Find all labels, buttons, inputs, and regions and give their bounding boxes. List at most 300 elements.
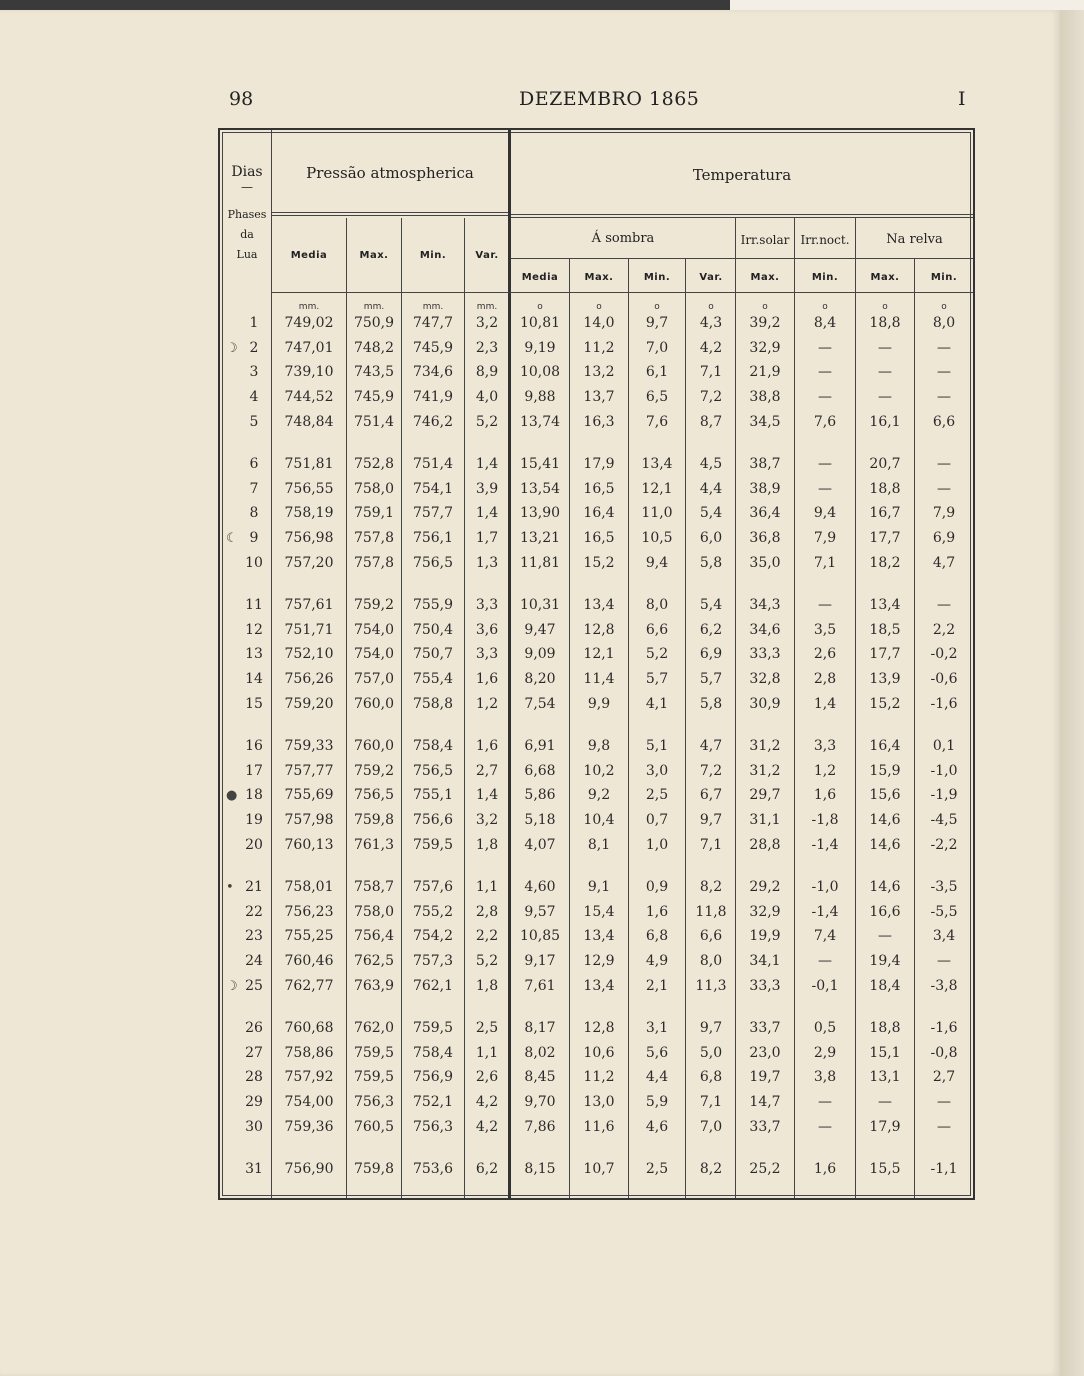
table-cell: 3,5 — [813, 621, 837, 638]
table-cell: 12,1 — [641, 480, 673, 497]
table-cell: -0,6 — [930, 671, 958, 688]
table-cell: 4,0 — [475, 389, 499, 406]
day-number: 26 — [245, 1020, 263, 1036]
table-cell: 758,86 — [284, 1044, 334, 1061]
table-cell: 1,4 — [475, 505, 499, 522]
table-cell: 12,8 — [583, 621, 615, 638]
table-cell: — — [818, 389, 832, 406]
table-cell: 4,4 — [699, 480, 723, 497]
subheader-pressao-var: Var. — [475, 250, 499, 261]
table-cell: — — [878, 928, 892, 945]
col-rule — [508, 130, 511, 1198]
subheader-sombra-media: Media — [521, 272, 559, 283]
table-cell: 35,0 — [749, 554, 781, 571]
table-cell: 38,7 — [749, 456, 781, 472]
table-cell: 758,7 — [353, 879, 395, 895]
table-cell: 6,7 — [699, 787, 723, 804]
table-cell: 745,9 — [353, 389, 395, 406]
table-cell: 31,2 — [749, 762, 781, 779]
table-cell: 7,9 — [932, 505, 956, 522]
table-cell: 758,4 — [412, 738, 454, 754]
table-cell: — — [818, 456, 832, 472]
table-cell: 759,5 — [353, 1069, 395, 1086]
table-cell: 7,1 — [813, 554, 837, 571]
table-cell: 15,5 — [869, 1161, 901, 1177]
table-cell: 1,4 — [475, 787, 499, 804]
table-cell: 758,01 — [284, 879, 334, 895]
table-cell: 759,5 — [412, 1020, 454, 1036]
table-cell: 757,20 — [284, 554, 334, 571]
table-cell: 758,4 — [412, 1044, 454, 1061]
table-cell: 9,2 — [587, 787, 611, 804]
table-cell: 756,4 — [353, 928, 395, 945]
table-cell: 7,2 — [699, 762, 723, 779]
table-cell: 4,3 — [699, 315, 723, 331]
header-rule — [511, 214, 973, 218]
table-cell: 757,0 — [353, 671, 395, 688]
table-cell: 17,7 — [869, 646, 901, 663]
table-cell: 2,1 — [645, 977, 669, 994]
table-cell: 734,6 — [412, 364, 454, 381]
table-cell: 762,5 — [353, 953, 395, 970]
table-cell: 759,36 — [284, 1118, 334, 1135]
table-cell: 755,9 — [412, 597, 454, 613]
table-cell: 3,3 — [475, 597, 499, 613]
table-cell: 9,17 — [524, 953, 556, 970]
table-cell: — — [878, 1094, 892, 1111]
table-cell: 8,9 — [475, 364, 499, 381]
subheader-irr-solar-max: Max. — [750, 272, 780, 283]
table-cell: 21,9 — [749, 364, 781, 381]
table-cell: 32,9 — [749, 339, 781, 356]
subheader-relva-min: Min. — [930, 272, 958, 283]
table-cell: 11,3 — [695, 977, 727, 994]
table-cell: 30,9 — [749, 695, 781, 712]
table-cell: 757,98 — [284, 812, 334, 829]
table-cell: 0,1 — [932, 738, 956, 754]
table-cell: 748,84 — [284, 413, 334, 430]
table-cell: 6,91 — [524, 738, 556, 754]
day-number: 7 — [249, 480, 259, 497]
table-cell: 756,1 — [412, 530, 454, 547]
header-phases: Phases — [227, 208, 267, 221]
table-cell: — — [937, 1118, 951, 1135]
table-cell: 3,2 — [475, 315, 499, 331]
table-cell: 758,19 — [284, 505, 334, 522]
day-number: 14 — [245, 671, 263, 688]
table-cell: 5,4 — [699, 597, 723, 613]
table-cell: 4,07 — [524, 836, 556, 853]
day-number: 5 — [249, 413, 259, 430]
table-cell: 6,2 — [475, 1161, 499, 1177]
table-cell: 8,7 — [699, 413, 723, 430]
table-cell: -3,5 — [930, 879, 958, 895]
table-cell: 759,2 — [353, 762, 395, 779]
day-number: 31 — [245, 1161, 263, 1177]
table-cell: -1,4 — [811, 836, 839, 853]
table-cell: 757,7 — [412, 505, 454, 522]
table-cell: 9,4 — [813, 505, 837, 522]
table-cell: 4,1 — [645, 695, 669, 712]
page-number: 98 — [229, 88, 254, 110]
table-cell: 2,6 — [475, 1069, 499, 1086]
table-cell: 4,60 — [524, 879, 556, 895]
table-cell: 10,31 — [519, 597, 561, 613]
table-cell: 8,02 — [524, 1044, 556, 1061]
table-cell: -1,4 — [811, 903, 839, 920]
table-cell: 18,8 — [869, 315, 901, 331]
table-cell: 6,5 — [645, 389, 669, 406]
day-number: 4 — [249, 389, 259, 406]
table-cell: 16,3 — [583, 413, 615, 430]
day-number: 29 — [245, 1094, 263, 1111]
table-cell: -4,5 — [930, 812, 958, 829]
table-cell: 1,2 — [475, 695, 499, 712]
table-cell: 11,81 — [519, 554, 561, 571]
table-cell: 755,1 — [412, 787, 454, 804]
unit-label: o — [596, 302, 602, 312]
table-cell: 758,0 — [353, 903, 395, 920]
table-cell: 36,8 — [749, 530, 781, 547]
unit-label: o — [537, 302, 543, 312]
table-cell: 759,5 — [412, 836, 454, 853]
header-temperatura: Temperatura — [692, 166, 792, 184]
table-cell: 7,1 — [699, 364, 723, 381]
table-cell: 5,86 — [524, 787, 556, 804]
table-cell: 7,1 — [699, 1094, 723, 1111]
table-cell: 29,2 — [749, 879, 781, 895]
table-cell: 19,9 — [749, 928, 781, 945]
table-cell: 0,9 — [645, 879, 669, 895]
table-cell: 756,23 — [284, 903, 334, 920]
table-cell: 5,2 — [645, 646, 669, 663]
table-cell: 2,5 — [645, 1161, 669, 1177]
table-cell: — — [818, 1118, 832, 1135]
table-cell: 14,6 — [869, 836, 901, 853]
table-cell: 34,1 — [749, 953, 781, 970]
table-cell: 0,5 — [813, 1020, 837, 1036]
table-cell: 743,5 — [353, 364, 395, 381]
day-number: 25 — [245, 977, 263, 994]
day-number: 28 — [245, 1069, 263, 1086]
table-cell: 17,9 — [583, 456, 615, 472]
table-cell: 760,5 — [353, 1118, 395, 1135]
table-cell: 6,6 — [932, 413, 956, 430]
table-cell: 749,02 — [284, 315, 334, 331]
unit-label: o — [822, 302, 828, 312]
table-cell: 1,0 — [645, 836, 669, 853]
table-cell: 752,8 — [353, 456, 395, 472]
table-cell: 10,85 — [519, 928, 561, 945]
table-cell: 9,9 — [587, 695, 611, 712]
table-cell: 11,0 — [641, 505, 673, 522]
table-cell: 13,4 — [583, 977, 615, 994]
header-irr-noct: Irr.noct. — [800, 233, 850, 247]
day-number: 11 — [245, 597, 263, 613]
table-cell: 7,9 — [813, 530, 837, 547]
table-cell: 12,1 — [583, 646, 615, 663]
table-cell: 6,8 — [699, 1069, 723, 1086]
table-cell: 747,01 — [284, 339, 334, 356]
table-cell: 758,8 — [412, 695, 454, 712]
header-rule — [272, 212, 508, 216]
subheader-pressao-max: Max. — [359, 250, 389, 261]
header-irr-solar: Irr.solar — [740, 233, 790, 247]
table-cell: 13,21 — [519, 530, 561, 547]
table-cell: 34,5 — [749, 413, 781, 430]
day-number: 8 — [249, 505, 259, 522]
table-cell: 756,5 — [412, 762, 454, 779]
table-cell: 16,6 — [869, 903, 901, 920]
table-cell: 2,7 — [932, 1069, 956, 1086]
table-cell: 760,68 — [284, 1020, 334, 1036]
table-cell: 6,9 — [699, 646, 723, 663]
table-cell: 25,2 — [749, 1161, 781, 1177]
table-cell: 9,47 — [524, 621, 556, 638]
table-cell: 752,10 — [284, 646, 334, 663]
table-cell: 8,15 — [524, 1161, 556, 1177]
table-cell: 15,2 — [583, 554, 615, 571]
table-cell: 12,8 — [583, 1020, 615, 1036]
table-cell: 1,4 — [813, 695, 837, 712]
table-cell: 759,8 — [353, 812, 395, 829]
table-cell: 7,6 — [813, 413, 837, 430]
unit-label: mm. — [298, 302, 320, 312]
table-cell: 3,2 — [475, 812, 499, 829]
table-cell: 3,3 — [475, 646, 499, 663]
table-cell: 751,4 — [353, 413, 395, 430]
table-cell: 8,4 — [813, 315, 837, 331]
moon-phase-icon: • — [226, 880, 234, 895]
table-cell: 10,6 — [583, 1044, 615, 1061]
table-cell: 13,7 — [583, 389, 615, 406]
table-cell: 1,6 — [813, 787, 837, 804]
table-cell: 3,9 — [475, 480, 499, 497]
table-cell: 1,2 — [813, 762, 837, 779]
table-cell: 5,6 — [645, 1044, 669, 1061]
table-cell: 747,7 — [412, 315, 454, 331]
table-cell: -2,2 — [930, 836, 958, 853]
unit-label: mm. — [476, 302, 498, 312]
subheader-pressao-media: Media — [290, 250, 328, 261]
table-cell: 8,1 — [587, 836, 611, 853]
table-cell: 11,6 — [583, 1118, 615, 1135]
table-cell: 34,6 — [749, 621, 781, 638]
table-cell: — — [878, 339, 892, 356]
table-cell: 754,1 — [412, 480, 454, 497]
table-cell: 7,61 — [524, 977, 556, 994]
table-cell: 8,0 — [645, 597, 669, 613]
table-cell: 6,8 — [645, 928, 669, 945]
page-title: DEZEMBRO 1865 — [519, 88, 700, 110]
unit-label: o — [762, 302, 768, 312]
table-cell: 757,61 — [284, 597, 334, 613]
table-cell: — — [818, 364, 832, 381]
table-cell: 3,1 — [645, 1020, 669, 1036]
table-cell: 38,8 — [749, 389, 781, 406]
table-cell: -3,8 — [930, 977, 958, 994]
table-cell: 5,2 — [475, 953, 499, 970]
table-cell: 12,9 — [583, 953, 615, 970]
table-cell: 6,0 — [699, 530, 723, 547]
table-cell: 758,0 — [353, 480, 395, 497]
page-edge — [1060, 10, 1084, 1376]
table-cell: 750,4 — [412, 621, 454, 638]
table-cell: 750,7 — [412, 646, 454, 663]
table-cell: -0,1 — [811, 977, 839, 994]
header-sombra: Á sombra — [591, 231, 655, 246]
table-cell: — — [937, 1094, 951, 1111]
day-number: 6 — [249, 456, 259, 472]
table-cell: 5,7 — [699, 671, 723, 688]
table-cell: 11,2 — [583, 339, 615, 356]
table-cell: 31,1 — [749, 812, 781, 829]
table-cell: 16,4 — [869, 738, 901, 754]
table-cell: 756,98 — [284, 530, 334, 547]
header-rule — [511, 258, 973, 259]
table-cell: 15,1 — [869, 1044, 901, 1061]
table-cell: 739,10 — [284, 364, 334, 381]
table-cell: 17,9 — [869, 1118, 901, 1135]
subheader-pressao-min: Min. — [419, 250, 447, 261]
subheader-sombra-min: Min. — [643, 272, 671, 283]
subheader-sombra-max: Max. — [584, 272, 614, 283]
table-cell: 16,4 — [583, 505, 615, 522]
table-cell: 19,4 — [869, 953, 901, 970]
col-rule — [271, 130, 272, 1198]
table-cell: 750,9 — [353, 315, 395, 331]
table-cell: 746,2 — [412, 413, 454, 430]
day-number: 16 — [245, 738, 263, 754]
table-cell: 1,8 — [475, 836, 499, 853]
day-number: 23 — [245, 928, 263, 945]
day-number: 15 — [245, 695, 263, 712]
day-number: 10 — [245, 554, 263, 571]
table-cell: — — [878, 364, 892, 381]
table-cell: 5,8 — [699, 554, 723, 571]
table-cell: 20,7 — [869, 456, 901, 472]
table-cell: 2,8 — [813, 671, 837, 688]
table-cell: 741,9 — [412, 389, 454, 406]
table-cell: 9,09 — [524, 646, 556, 663]
table-cell: 760,13 — [284, 836, 334, 853]
table-cell: 4,2 — [475, 1094, 499, 1111]
day-number: 20 — [245, 836, 263, 853]
table-cell: 18,4 — [869, 977, 901, 994]
table-cell: 7,6 — [645, 413, 669, 430]
table-cell: 5,4 — [699, 505, 723, 522]
table-cell: 33,3 — [749, 977, 781, 994]
table-cell: 760,0 — [353, 695, 395, 712]
day-number: 19 — [245, 812, 263, 829]
table-cell: 748,2 — [353, 339, 395, 356]
day-number: 24 — [245, 953, 263, 970]
table-cell: 10,5 — [641, 530, 673, 547]
unit-label: o — [941, 302, 947, 312]
table-cell: 7,0 — [645, 339, 669, 356]
table-cell: 14,0 — [583, 315, 615, 331]
table-cell: -1,0 — [811, 879, 839, 895]
table-cell: 7,86 — [524, 1118, 556, 1135]
table-cell: 751,4 — [412, 456, 454, 472]
table-cell: 4,4 — [645, 1069, 669, 1086]
table-cell: 759,20 — [284, 695, 334, 712]
table-cell: 759,2 — [353, 597, 395, 613]
table-cell: — — [937, 339, 951, 356]
table-cell: 756,5 — [353, 787, 395, 804]
table-cell: 10,7 — [583, 1161, 615, 1177]
table-cell: 9,7 — [699, 812, 723, 829]
table-cell: 3,0 — [645, 762, 669, 779]
table-cell: 755,2 — [412, 903, 454, 920]
table-cell: 756,6 — [412, 812, 454, 829]
table-cell: 6,6 — [645, 621, 669, 638]
subheader-sombra-var: Var. — [699, 272, 723, 283]
table-cell: 39,2 — [749, 315, 781, 331]
section-number: I — [958, 88, 966, 110]
table-cell: 4,7 — [932, 554, 956, 571]
table-cell: 744,52 — [284, 389, 334, 406]
table-cell: 13,9 — [869, 671, 901, 688]
table-cell: — — [878, 389, 892, 406]
table-cell: 5,9 — [645, 1094, 669, 1111]
table-cell: 6,9 — [932, 530, 956, 547]
table-cell: 4,5 — [699, 456, 723, 472]
table-cell: 13,4 — [583, 928, 615, 945]
table-cell: 756,5 — [412, 554, 454, 571]
table-cell: -1,0 — [930, 762, 958, 779]
table-cell: 9,1 — [587, 879, 611, 895]
table-cell: 15,4 — [583, 903, 615, 920]
table-cell: 19,7 — [749, 1069, 781, 1086]
table-cell: 8,17 — [524, 1020, 556, 1036]
table-cell: 9,4 — [645, 554, 669, 571]
table-cell: 754,00 — [284, 1094, 334, 1111]
table-cell: 13,4 — [641, 456, 673, 472]
table-cell: 10,2 — [583, 762, 615, 779]
day-number: 3 — [249, 364, 259, 381]
table-cell: 1,3 — [475, 554, 499, 571]
day-number: 17 — [245, 762, 263, 779]
table-cell: -0,8 — [930, 1044, 958, 1061]
day-number: 30 — [245, 1118, 263, 1135]
day-number: 12 — [245, 621, 263, 638]
table-cell: 755,25 — [284, 928, 334, 945]
table-cell: 760,46 — [284, 953, 334, 970]
table-cell: -5,5 — [930, 903, 958, 920]
table-cell: 1,4 — [475, 456, 499, 472]
table-cell: 6,68 — [524, 762, 556, 779]
unit-label: o — [882, 302, 888, 312]
table-cell: -1,6 — [930, 695, 958, 712]
table-cell: 1,6 — [813, 1161, 837, 1177]
table-cell: 7,54 — [524, 695, 556, 712]
table-cell: 1,6 — [645, 903, 669, 920]
table-cell: 9,7 — [699, 1020, 723, 1036]
header-rule — [272, 292, 973, 293]
table-cell: — — [937, 456, 951, 472]
moon-phase-icon: ☽ — [226, 978, 238, 994]
day-number: 22 — [245, 903, 263, 920]
table-cell: 5,2 — [475, 413, 499, 430]
table-cell: 13,90 — [519, 505, 561, 522]
table-cell: 13,4 — [869, 597, 901, 613]
table-cell: 9,88 — [524, 389, 556, 406]
table-cell: 29,7 — [749, 787, 781, 804]
table-cell: 756,26 — [284, 671, 334, 688]
table-cell: — — [937, 597, 951, 613]
table-cell: 2,9 — [813, 1044, 837, 1061]
